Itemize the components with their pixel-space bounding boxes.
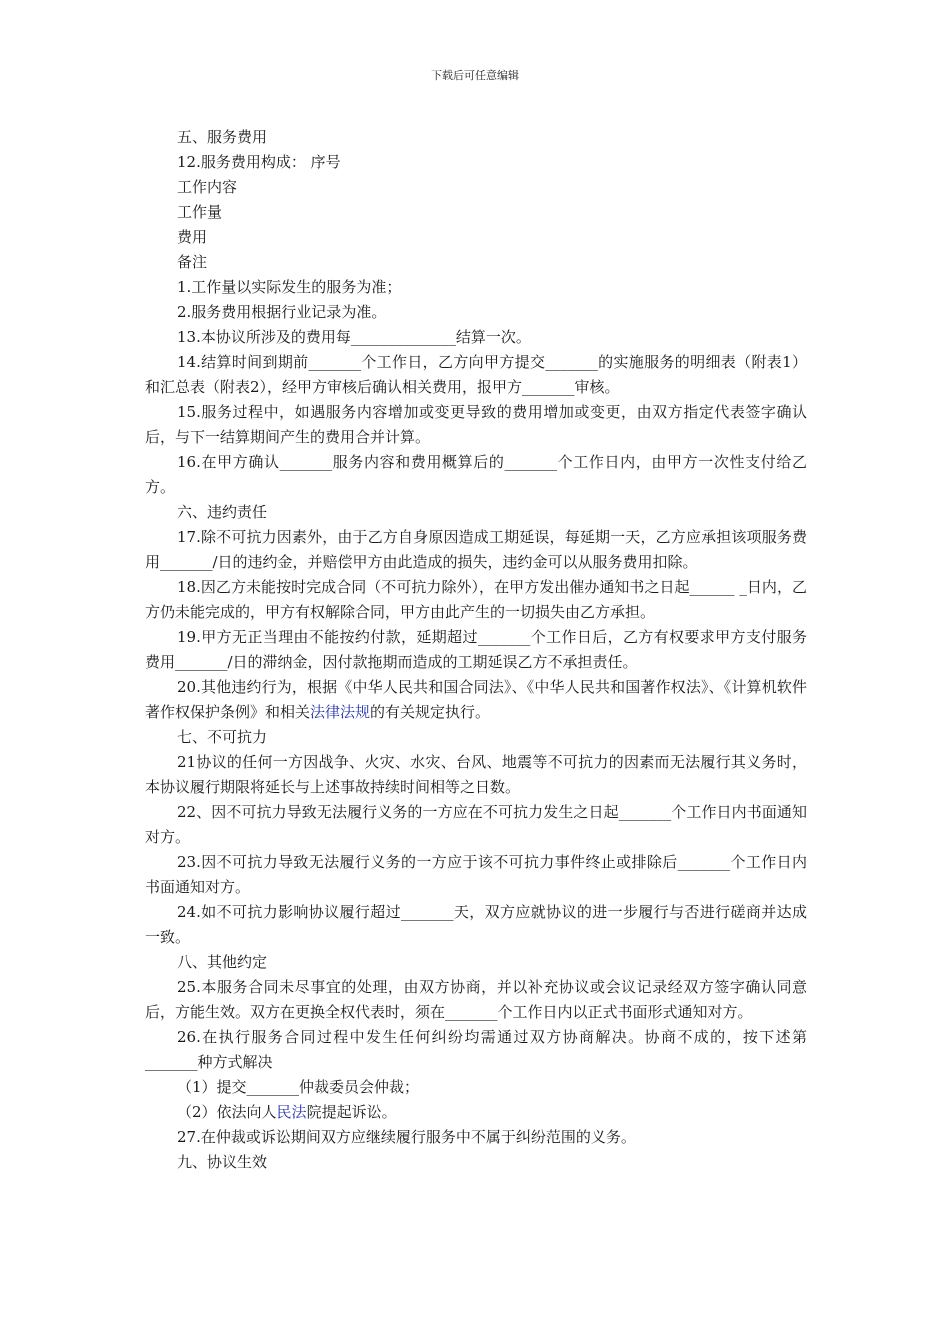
paragraph: 16.在甲方确认_______服务内容和费用概算后的_______个工作日内，由甲方一次性支付给乙方。 bbox=[145, 453, 807, 496]
paragraph: 21协议的任何一方因战争、火灾、水灾、台风、地震等不可抗力的因素而无法履行其义务时，本协议履行期限将延长与上述事故持续时间相等之日数。 bbox=[145, 753, 807, 796]
paragraph: 22、因不可抗力导致无法履行义务的一方应在不可抗力发生之日起_______个工作日内书面通知对方。 bbox=[145, 803, 807, 846]
paragraph: 13.本协议所涉及的费用每______________结算一次。 bbox=[177, 328, 531, 346]
paragraph-text: 院提起诉讼。 bbox=[306, 1103, 397, 1121]
paragraph: 六、违约责任 bbox=[177, 503, 268, 521]
paragraph bbox=[145, 1100, 807, 1125]
paragraph: 工作内容 bbox=[177, 178, 238, 196]
paragraph: 五、服务费用 bbox=[177, 128, 268, 146]
paragraph: 23.因不可抗力导致无法履行义务的一方应于该不可抗力事件终止或排除后_______个工作日内书面通知对方。 bbox=[145, 853, 807, 896]
paragraph: 18.因乙方未能按时完成合同（不可抗力除外），在甲方发出催办通知书之日起______ _日内，乙方仍未能完成的，甲方有权解除合同，甲方由此产生的一切损失由乙方承担。 bbox=[145, 578, 807, 621]
paragraph: 24.如不可抗力影响协议履行超过_______天，双方应就协议的进一步履行与否进行磋商并达成一致。 bbox=[145, 903, 807, 946]
paragraph: 26.在执行服务合同过程中发生任何纠纷均需通过双方协商解决。协商不成的，按下述第_______种方式解决 bbox=[145, 1028, 807, 1071]
paragraph: 2.服务费用根据行业记录为准。 bbox=[177, 303, 387, 321]
paragraph: 17.除不可抗力因素外，由于乙方自身原因造成工期延误，每延期一天，乙方应承担该项服务费用_______/日的违约金，并赔偿甲方由此造成的损失，违约金可以从服务费用扣除。 bbox=[145, 528, 807, 571]
hyperlink[interactable]: 法律法规 bbox=[310, 703, 371, 721]
paragraph: 备注 bbox=[177, 253, 208, 271]
page-header: 下载后可任意编辑 bbox=[431, 69, 519, 82]
paragraph: （1）提交_______仲裁委员会仲裁； bbox=[177, 1078, 420, 1096]
paragraph: 27.在仲裁或诉讼期间双方应继续履行服务中不属于纠纷范围的义务。 bbox=[177, 1128, 636, 1146]
paragraph: 15.服务过程中，如遇服务内容增加或变更导致的费用增加或变更，由双方指定代表签字确认后，与下一结算期间产生的费用合并计算。 bbox=[145, 403, 807, 446]
paragraph: 1.工作量以实际发生的服务为准； bbox=[177, 278, 402, 296]
paragraph: 14.结算时间到期前_______个工作日，乙方向甲方提交_______的实施服务的明细表（附表1）和汇总表（附表2），经甲方审核后确认相关费用，报甲方_______审核。 bbox=[145, 353, 807, 396]
paragraph: 费用 bbox=[177, 228, 208, 246]
paragraph-text: 的有关规定执行。 bbox=[370, 703, 491, 721]
hyperlink[interactable]: 民法 bbox=[276, 1103, 307, 1121]
paragraph: 九、协议生效 bbox=[177, 1153, 268, 1171]
document-body bbox=[145, 125, 807, 1175]
paragraph: 12.服务费用构成： 序号 bbox=[177, 153, 341, 171]
paragraph: 25.本服务合同未尽事宜的处理，由双方协商，并以补充协议或会议记录经双方签字确认同意后，方能生效。双方在更换全权代表时，须在_______个工作日内以正式书面形式通知对方。 bbox=[145, 978, 807, 1021]
paragraph: 工作量 bbox=[177, 203, 223, 221]
paragraph: 19.甲方无正当理由不能按约付款，延期超过_______个工作日后，乙方有权要求甲方支付服务费用_______/日的滞纳金，因付款拖期而造成的工期延误乙方不承担责任。 bbox=[145, 628, 807, 671]
paragraph-text: 20.其他违约行为，根据《中华人民共和国合同法》、《中华人民共和国著作权法》、《计算机软件著作权保护条例》和相关 bbox=[145, 678, 807, 721]
paragraph: 八、其他约定 bbox=[177, 953, 268, 971]
paragraph bbox=[145, 675, 807, 725]
paragraph-text: （2）依法向人 bbox=[177, 1103, 277, 1121]
paragraph: 七、不可抗力 bbox=[177, 728, 268, 746]
